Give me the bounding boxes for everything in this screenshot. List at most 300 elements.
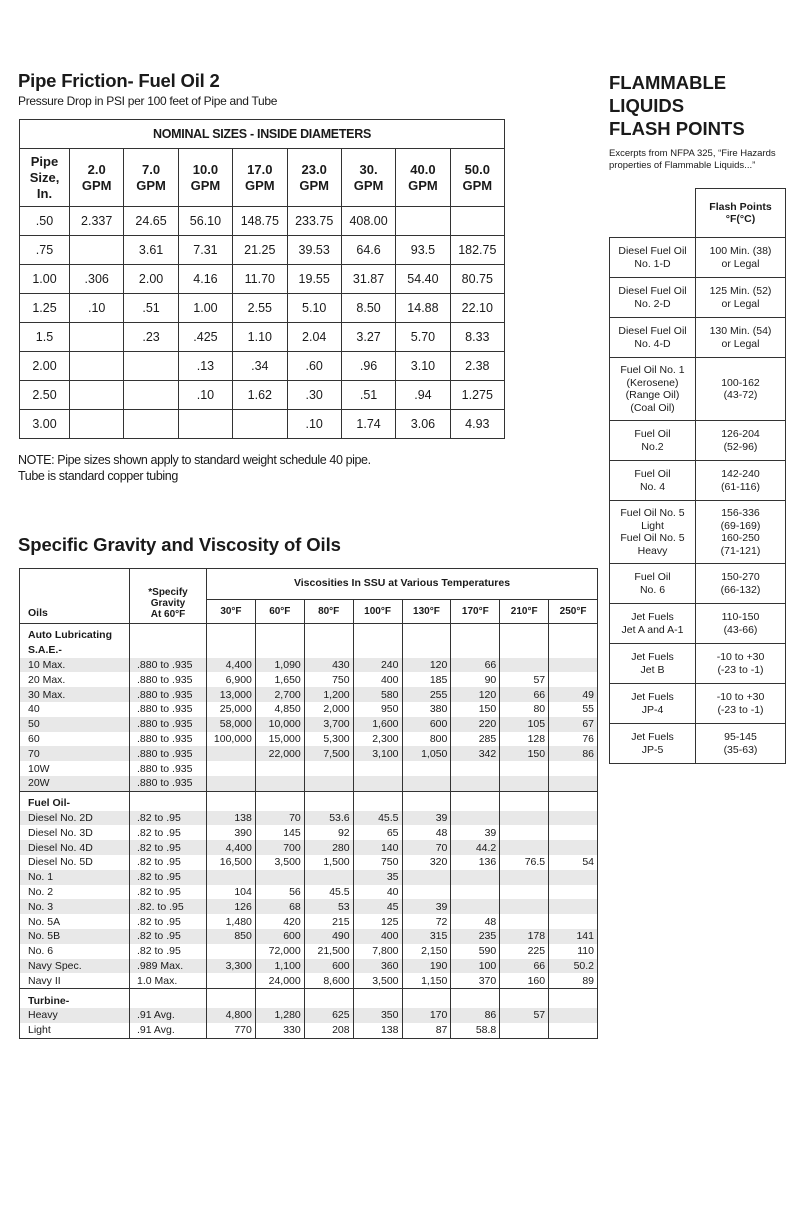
oil-name-cell: Diesel No. 5D — [20, 855, 130, 870]
viscosity-cell: 39 — [402, 811, 451, 826]
pressure-drop-cell: .94 — [396, 381, 450, 410]
flash-point-value-cell — [696, 564, 786, 604]
gravity-cell: .880 to .935 — [130, 746, 207, 761]
group-title: Fuel Oil- — [20, 796, 130, 811]
viscosity-cell: 342 — [451, 746, 500, 761]
oil-name-cell: No. 5A — [20, 914, 130, 929]
viscosity-cell: 4,800 — [207, 1008, 256, 1023]
empty-cell — [304, 993, 353, 1008]
viscosity-cell — [207, 746, 256, 761]
liquid-name-cell — [610, 501, 696, 564]
liquid-name-cell — [610, 564, 696, 604]
flash-point-line: 125 Min. (52) — [709, 285, 772, 297]
viscosity-cell: 45 — [353, 899, 402, 914]
viscosity-cell — [549, 1008, 598, 1023]
empty-cell — [500, 796, 549, 811]
liquid-name-line: No. 1-D — [634, 257, 671, 270]
liquid-name-line: JP-4 — [641, 703, 664, 716]
blank-header-cell — [610, 189, 696, 238]
flash-point-row — [610, 604, 786, 644]
viscosity-cell: 54 — [549, 855, 598, 870]
pressure-drop-cell: 4.16 — [178, 265, 232, 294]
viscosity-cell — [549, 658, 598, 673]
flash-point-row — [610, 724, 786, 764]
empty-cell — [130, 628, 207, 643]
viscosity-cell: 3,700 — [304, 717, 353, 732]
viscosity-cell: 24,000 — [255, 973, 304, 988]
pressure-drop-cell: 4.93 — [450, 410, 504, 439]
oil-name-cell: No. 1 — [20, 870, 130, 885]
gravity-cell: .880 to .935 — [130, 687, 207, 702]
viscosity-cell: 1,280 — [255, 1008, 304, 1023]
table-row — [20, 746, 598, 761]
empty-cell — [500, 643, 549, 658]
liquid-name-line: Fuel Oil No. 5 — [620, 507, 685, 519]
liquid-name-cell — [610, 724, 696, 764]
pressure-drop-cell — [124, 381, 178, 410]
viscosity-cell — [402, 761, 451, 776]
liquid-name-cell — [610, 238, 696, 278]
table-row — [20, 899, 598, 914]
gpm-header: 7.0 GPM — [124, 149, 178, 207]
temperature-header: 30°F — [207, 599, 256, 623]
gravity-cell: .91 Avg. — [130, 1008, 207, 1023]
viscosity-cell: 120 — [402, 658, 451, 673]
viscosity-cell — [549, 776, 598, 791]
oil-name-cell: Diesel No. 3D — [20, 825, 130, 840]
viscosity-cell: 2,150 — [402, 944, 451, 959]
viscosity-cell — [304, 761, 353, 776]
empty-cell — [353, 628, 402, 643]
flash-point-line: (66-132) — [720, 583, 761, 596]
empty-cell — [255, 643, 304, 658]
viscosity-cell — [353, 761, 402, 776]
pressure-drop-cell — [396, 207, 450, 236]
liquid-name-line: Diesel Fuel Oil — [618, 285, 687, 297]
pressure-drop-cell: .10 — [70, 294, 124, 323]
flash-point-row — [610, 358, 786, 421]
flash-point-value-cell — [696, 421, 786, 461]
viscosity-cell — [451, 870, 500, 885]
gpm-header: 30. GPM — [341, 149, 395, 207]
viscosity-cell: 580 — [353, 687, 402, 702]
flash-point-value-cell — [696, 724, 786, 764]
pressure-drop-cell: 1.74 — [341, 410, 395, 439]
flash-point-line: (61-116) — [721, 480, 760, 493]
pressure-drop-cell: 2.00 — [124, 265, 178, 294]
viscosity-cell — [500, 776, 549, 791]
gravity-cell: .989 Max. — [130, 959, 207, 974]
viscosity-cell — [549, 870, 598, 885]
temperature-header: 60°F — [255, 599, 304, 623]
viscosity-cell: 92 — [304, 825, 353, 840]
flash-point-line: (-23 to -1) — [717, 703, 764, 716]
oil-name-cell: 70 — [20, 746, 130, 761]
viscosity-cell: 86 — [451, 1008, 500, 1023]
viscosity-cell: 1,650 — [255, 672, 304, 687]
empty-cell — [304, 796, 353, 811]
viscosity-cell: 700 — [255, 840, 304, 855]
flash-point-line: (43-72) — [723, 389, 758, 401]
liquid-name-line: (Kerosene) — [626, 376, 679, 389]
viscosity-cell: 100 — [451, 959, 500, 974]
specific-gravity-title: Specific Gravity and Viscosity of Oils — [18, 534, 341, 555]
viscosity-cell: 208 — [304, 1023, 353, 1038]
viscosity-cell: 86 — [549, 746, 598, 761]
viscosity-cell: 25,000 — [207, 702, 256, 717]
title-line-3: FLASH POINTS — [609, 118, 745, 139]
liquid-name-line: Jet A and A-1 — [621, 623, 684, 636]
viscosity-cell — [451, 899, 500, 914]
group-title-row — [20, 643, 598, 658]
empty-cell — [500, 993, 549, 1008]
table-row — [20, 352, 505, 381]
viscosity-cell: 6,900 — [207, 672, 256, 687]
viscosity-cell — [549, 1023, 598, 1038]
liquid-name-line: Diesel Fuel Oil — [618, 325, 687, 337]
viscosity-header: Viscosities In SSU at Various Temperatures — [207, 569, 598, 600]
gpm-header: 10.0 GPM — [178, 149, 232, 207]
gravity-cell: .82 to .95 — [130, 870, 207, 885]
pipe-size-cell: 1.00 — [20, 265, 70, 294]
viscosity-cell — [451, 776, 500, 791]
pressure-drop-cell: 8.50 — [341, 294, 395, 323]
viscosity-cell — [255, 761, 304, 776]
viscosity-cell — [500, 899, 549, 914]
table-row — [20, 717, 598, 732]
viscosity-cell: 105 — [500, 717, 549, 732]
viscosity-cell: 625 — [304, 1008, 353, 1023]
flash-point-row — [610, 421, 786, 461]
viscosity-cell — [549, 914, 598, 929]
flash-points-title — [609, 71, 745, 140]
table-row — [20, 885, 598, 900]
viscosity-cell: 76.5 — [500, 855, 549, 870]
flash-point-value-cell — [696, 461, 786, 501]
viscosity-cell: 4,400 — [207, 840, 256, 855]
temperature-header: 80°F — [304, 599, 353, 623]
table-row — [20, 732, 598, 747]
oils-header: Oils — [20, 569, 130, 624]
pressure-drop-cell: .96 — [341, 352, 395, 381]
viscosity-cell: 136 — [451, 855, 500, 870]
liquid-name-cell — [610, 358, 696, 421]
viscosity-cell — [549, 761, 598, 776]
viscosity-cell: 80 — [500, 702, 549, 717]
oil-name-cell: No. 5B — [20, 929, 130, 944]
gravity-cell: .82 to .95 — [130, 944, 207, 959]
viscosity-cell: 49 — [549, 687, 598, 702]
viscosity-cell: 57 — [500, 1008, 549, 1023]
viscosity-cell — [207, 944, 256, 959]
viscosity-cell: 141 — [549, 929, 598, 944]
flash-point-line: (43-66) — [723, 623, 758, 636]
empty-cell — [255, 993, 304, 1008]
gpm-header: 23.0 GPM — [287, 149, 341, 207]
viscosity-cell: 138 — [353, 1023, 402, 1038]
flash-point-line: 156-336 — [721, 507, 760, 519]
viscosity-cell — [500, 825, 549, 840]
viscosity-cell: 10,000 — [255, 717, 304, 732]
table-row — [20, 265, 505, 294]
viscosity-cell: 490 — [304, 929, 353, 944]
viscosity-cell: 39 — [451, 825, 500, 840]
group-title-row — [20, 993, 598, 1008]
flash-point-value-cell — [696, 644, 786, 684]
viscosity-cell: 140 — [353, 840, 402, 855]
viscosity-cell: 128 — [500, 732, 549, 747]
gpm-header: 50.0 GPM — [450, 149, 504, 207]
pressure-drop-cell — [70, 352, 124, 381]
flash-point-value-cell — [696, 604, 786, 644]
pressure-drop-cell: 7.31 — [178, 236, 232, 265]
flash-point-value-cell — [696, 684, 786, 724]
pressure-drop-cell: 1.10 — [233, 323, 287, 352]
pressure-drop-cell: 2.38 — [450, 352, 504, 381]
viscosity-cell — [549, 672, 598, 687]
gpm-header: 40.0 GPM — [396, 149, 450, 207]
viscosity-cell — [207, 776, 256, 791]
flash-point-line: 142-240 — [721, 468, 760, 480]
empty-cell — [207, 628, 256, 643]
group-title-row — [20, 796, 598, 811]
viscosity-cell: 3,500 — [255, 855, 304, 870]
table-row — [20, 1023, 598, 1038]
liquid-name-line: Fuel Oil — [634, 468, 671, 480]
flash-point-row — [610, 644, 786, 684]
pressure-drop-cell: 31.87 — [341, 265, 395, 294]
viscosity-cell: 215 — [304, 914, 353, 929]
viscosity-cell: 45.5 — [304, 885, 353, 900]
empty-cell — [402, 796, 451, 811]
table-row — [20, 825, 598, 840]
empty-cell — [130, 993, 207, 1008]
liquid-name-line: No. 6 — [639, 583, 666, 596]
viscosity-cell: 390 — [207, 825, 256, 840]
gravity-cell: .880 to .935 — [130, 776, 207, 791]
viscosity-cell: 1,090 — [255, 658, 304, 673]
empty-cell — [402, 643, 451, 658]
pipe-friction-note — [18, 452, 371, 484]
viscosity-cell — [549, 840, 598, 855]
viscosity-cell: 430 — [304, 658, 353, 673]
pressure-drop-cell — [178, 410, 232, 439]
oil-name-cell: 20 Max. — [20, 672, 130, 687]
pipe-size-cell: 2.50 — [20, 381, 70, 410]
oil-name-cell: No. 6 — [20, 944, 130, 959]
viscosity-cell: 600 — [304, 959, 353, 974]
flash-point-line: (52-96) — [723, 440, 758, 453]
table-row — [20, 687, 598, 702]
pressure-drop-cell — [70, 236, 124, 265]
viscosity-cell: 190 — [402, 959, 451, 974]
table-row — [20, 840, 598, 855]
flash-point-line: 100-162 — [721, 376, 760, 389]
viscosity-cell — [207, 973, 256, 988]
gravity-cell: .82. to .95 — [130, 899, 207, 914]
pressure-drop-cell: 182.75 — [450, 236, 504, 265]
empty-cell — [451, 628, 500, 643]
flash-point-row — [610, 318, 786, 358]
flash-points-excerpt: Excerpts from NFPA 325, “Fire Hazards properties of Flammable Liquids...” — [609, 148, 776, 171]
pressure-drop-cell: .10 — [287, 410, 341, 439]
flash-point-row — [610, 564, 786, 604]
viscosity-cell: 145 — [255, 825, 304, 840]
table-row — [20, 207, 505, 236]
viscosity-cell: 750 — [353, 855, 402, 870]
viscosity-cell — [207, 761, 256, 776]
viscosity-cell: 13,000 — [207, 687, 256, 702]
note-line-2: Tube is standard copper tubing — [18, 469, 178, 483]
viscosity-cell — [549, 885, 598, 900]
viscosity-cell: 240 — [353, 658, 402, 673]
empty-cell — [207, 796, 256, 811]
liquid-name-line: Diesel Fuel Oil — [618, 245, 687, 257]
flash-point-row — [610, 238, 786, 278]
viscosity-cell: 57 — [500, 672, 549, 687]
nominal-sizes-banner: NOMINAL SIZES - INSIDE DIAMETERS — [20, 120, 505, 149]
viscosity-cell: 400 — [353, 672, 402, 687]
gravity-cell: .880 to .935 — [130, 732, 207, 747]
viscosity-cell: 8,600 — [304, 973, 353, 988]
gravity-cell: .82 to .95 — [130, 811, 207, 826]
oil-name-cell: Diesel No. 2D — [20, 811, 130, 826]
pipe-friction-title: Pipe Friction- Fuel Oil 2 — [18, 70, 220, 91]
viscosity-cell — [451, 885, 500, 900]
liquid-name-cell — [610, 318, 696, 358]
oil-name-cell: 50 — [20, 717, 130, 732]
viscosity-cell — [304, 870, 353, 885]
table-row — [20, 959, 598, 974]
pressure-drop-cell — [70, 381, 124, 410]
gravity-header-line-3: At 60°F — [150, 609, 186, 620]
pressure-drop-cell: .306 — [70, 265, 124, 294]
viscosity-cell: 280 — [304, 840, 353, 855]
viscosity-cell: 50.2 — [549, 959, 598, 974]
table-row — [20, 761, 598, 776]
viscosity-cell: 1,600 — [353, 717, 402, 732]
gravity-cell: .82 to .95 — [130, 929, 207, 944]
viscosity-cell: 4,400 — [207, 658, 256, 673]
viscosity-cell: 590 — [451, 944, 500, 959]
table-row — [20, 658, 598, 673]
empty-cell — [130, 643, 207, 658]
viscosity-cell: 66 — [451, 658, 500, 673]
liquid-name-line: Heavy — [637, 544, 668, 557]
table-row — [20, 973, 598, 988]
flash-point-value-cell — [696, 278, 786, 318]
liquid-name-line: Fuel Oil No. 1 — [620, 364, 685, 376]
pressure-drop-cell: 56.10 — [178, 207, 232, 236]
viscosity-cell: 4,850 — [255, 702, 304, 717]
liquid-name-line: Jet Fuels — [631, 731, 674, 743]
header-line-1: Flash Points — [709, 200, 772, 213]
liquid-name-cell — [610, 461, 696, 501]
liquid-name-line: No. 4-D — [634, 337, 671, 350]
empty-cell — [353, 796, 402, 811]
viscosity-cell: 178 — [500, 929, 549, 944]
oil-name-cell: 20W — [20, 776, 130, 791]
empty-cell — [402, 993, 451, 1008]
viscosity-cell: 420 — [255, 914, 304, 929]
pressure-drop-cell: 22.10 — [450, 294, 504, 323]
viscosity-cell — [500, 885, 549, 900]
viscosity-cell: 87 — [402, 1023, 451, 1038]
pressure-drop-cell: 2.337 — [70, 207, 124, 236]
viscosity-cell: 600 — [402, 717, 451, 732]
flash-point-row — [610, 501, 786, 564]
viscosity-cell: 55 — [549, 702, 598, 717]
pressure-drop-cell — [450, 207, 504, 236]
viscosity-cell: 380 — [402, 702, 451, 717]
flash-point-line: or Legal — [721, 257, 760, 270]
pipe-size-cell: .50 — [20, 207, 70, 236]
liquid-name-cell — [610, 278, 696, 318]
pressure-drop-cell: 5.70 — [396, 323, 450, 352]
liquid-name-line: No.2 — [641, 440, 664, 453]
pressure-drop-cell: 24.65 — [124, 207, 178, 236]
viscosity-cell: 53 — [304, 899, 353, 914]
pressure-drop-cell: 3.06 — [396, 410, 450, 439]
viscosity-cell: 2,300 — [353, 732, 402, 747]
viscosity-cell: 160 — [500, 973, 549, 988]
viscosity-cell — [207, 870, 256, 885]
flash-point-line: (-23 to -1) — [717, 663, 764, 676]
flash-point-line: (71-121) — [720, 544, 761, 557]
flash-point-line: 100 Min. (38) — [709, 245, 772, 257]
gravity-cell: 1.0 Max. — [130, 973, 207, 988]
viscosity-cell: 950 — [353, 702, 402, 717]
flash-point-value-cell — [696, 238, 786, 278]
pressure-drop-cell: 2.04 — [287, 323, 341, 352]
liquid-name-line: Jet Fuels — [631, 611, 674, 623]
viscosity-cell: 68 — [255, 899, 304, 914]
viscosity-cell — [500, 761, 549, 776]
viscosity-cell: 850 — [207, 929, 256, 944]
table-row — [20, 410, 505, 439]
viscosity-cell: 58.8 — [451, 1023, 500, 1038]
viscosity-cell: 2,000 — [304, 702, 353, 717]
pressure-drop-cell — [124, 410, 178, 439]
viscosity-cell: 35 — [353, 870, 402, 885]
viscosity-cell: 2,700 — [255, 687, 304, 702]
oil-name-cell: Light — [20, 1023, 130, 1038]
pipe-size-header: Pipe Size, In. — [20, 149, 70, 207]
liquid-name-line: Jet Fuels — [631, 651, 674, 663]
viscosity-cell: 220 — [451, 717, 500, 732]
liquid-name-cell — [610, 421, 696, 461]
viscosity-cell: 3,100 — [353, 746, 402, 761]
table-row — [20, 855, 598, 870]
viscosity-cell — [549, 825, 598, 840]
viscosity-cell: 22,000 — [255, 746, 304, 761]
flash-point-line: or Legal — [721, 297, 760, 310]
pressure-drop-cell: 64.6 — [341, 236, 395, 265]
empty-cell — [130, 796, 207, 811]
viscosity-cell: 315 — [402, 929, 451, 944]
viscosity-cell: 21,500 — [304, 944, 353, 959]
table-row — [20, 811, 598, 826]
gravity-header — [130, 569, 207, 624]
table-row — [20, 236, 505, 265]
group-title: S.A.E.- — [20, 643, 130, 658]
oil-name-cell: Navy Spec. — [20, 959, 130, 974]
liquid-name-line: Fuel Oil No. 5 — [620, 532, 685, 544]
viscosity-cell — [549, 899, 598, 914]
pressure-drop-cell: 3.10 — [396, 352, 450, 381]
viscosity-cell — [500, 1023, 549, 1038]
flash-point-row — [610, 684, 786, 724]
